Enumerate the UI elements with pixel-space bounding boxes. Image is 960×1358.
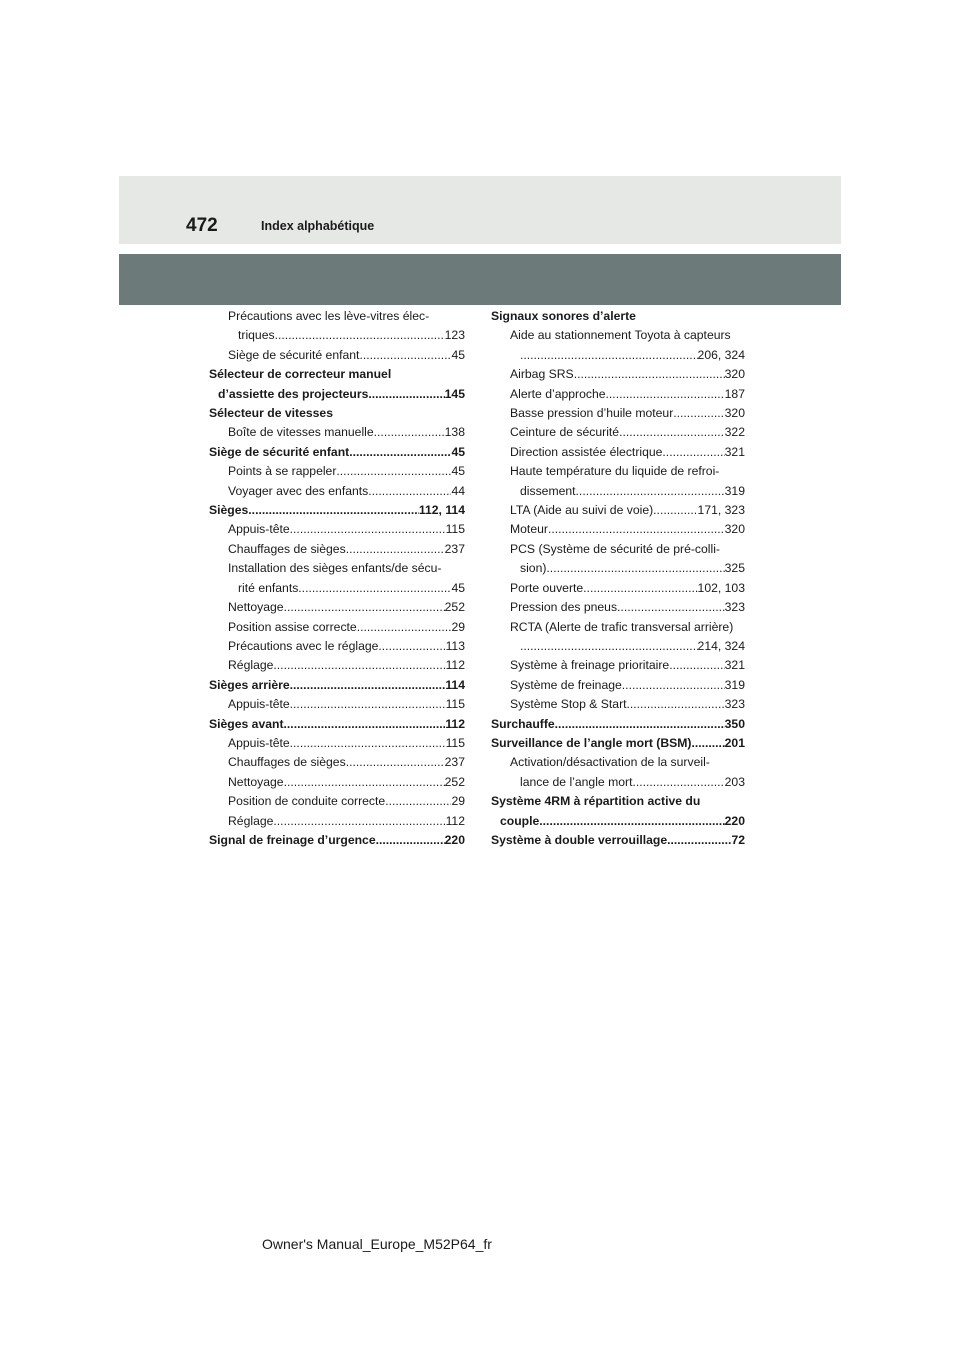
index-entry	[209, 715, 465, 734]
dot-leader	[520, 637, 698, 656]
index-entry-page: 252	[444, 774, 465, 789]
index-entry	[209, 326, 465, 345]
index-entry-page: 325	[724, 561, 745, 576]
dot-leader	[546, 559, 724, 578]
index-entry-page: 320	[724, 406, 745, 421]
dot-leader	[539, 812, 724, 831]
index-entry-page: 29	[451, 619, 465, 634]
index-entry-page: 323	[724, 697, 745, 712]
dot-leader	[667, 831, 731, 850]
index-entry-label: Appuis-tête	[228, 735, 290, 750]
index-entry	[491, 404, 745, 423]
index-entry	[209, 792, 465, 811]
index-entry	[491, 637, 745, 656]
section-title: Index alphabétique	[261, 219, 375, 233]
dot-leader	[357, 618, 452, 637]
index-entry	[491, 598, 745, 617]
index-entry-page: 320	[724, 367, 745, 382]
index-entry-page: 323	[724, 600, 745, 615]
index-entry-page: 321	[724, 658, 745, 673]
index-entry-page: 220	[444, 832, 465, 847]
footer-manual-id: Owner's Manual_Europe_M52P64_fr	[262, 1236, 492, 1252]
index-entry-page: 29	[451, 794, 465, 809]
index-entry-page: 322	[724, 425, 745, 440]
index-entry-label: Appuis-tête	[228, 522, 290, 537]
index-entry-label: Réglage	[228, 658, 274, 673]
index-column-left	[209, 307, 465, 850]
index-entry-page: 44	[451, 483, 465, 498]
index-entry-page: 171, 323	[697, 503, 745, 518]
index-entry-label: Précautions avec le réglage	[228, 638, 379, 653]
index-entry-label: Moteur	[510, 522, 548, 537]
index-entry	[491, 365, 745, 384]
index-entry	[209, 346, 465, 365]
index-entry	[209, 656, 465, 675]
index-entry	[209, 676, 465, 695]
dot-leader	[520, 346, 698, 365]
index-entry-label: Chauffages de sièges	[228, 755, 346, 770]
index-entry-label: Système à freinage prioritaire	[510, 658, 670, 673]
index-entry-label: LTA (Aide au suivi de voie)	[510, 503, 654, 518]
index-entry	[209, 423, 465, 442]
dot-leader	[627, 695, 725, 714]
dot-leader	[376, 831, 445, 850]
dot-leader	[349, 443, 451, 462]
index-entry-page: 319	[724, 677, 745, 692]
index-entry	[209, 540, 465, 559]
index-entry-page: 45	[451, 444, 465, 459]
index-entry-label: triques	[238, 328, 275, 343]
index-entry	[491, 695, 745, 714]
page-number: 472	[186, 215, 218, 236]
index-entry-text: Activation/désactivation de la surveil-	[510, 755, 710, 770]
index-entry-label: couple	[500, 813, 540, 828]
index-entry-page: 220	[724, 813, 745, 828]
index-entry-page: 112, 114	[418, 503, 465, 518]
dot-leader	[290, 520, 446, 539]
index-entry-label: sion)	[520, 561, 547, 576]
index-column-right	[491, 307, 745, 850]
index-entry-page: 145	[444, 386, 465, 401]
index-entry	[209, 753, 465, 772]
dot-leader	[632, 773, 724, 792]
index-entry-page: 203	[724, 774, 745, 789]
index-entry-label: Système Stop & Start	[510, 697, 627, 712]
index-entry-page: 115	[445, 735, 465, 750]
section-band	[119, 254, 841, 305]
index-entry	[491, 385, 745, 404]
dot-leader	[622, 676, 725, 695]
index-entry-label: Sièges avant	[209, 716, 284, 731]
index-entry	[491, 346, 745, 365]
index-entry-page: 115	[445, 697, 465, 712]
index-entry-text: PCS (Système de sécurité de pré-colli-	[510, 541, 720, 556]
index-entry-text: Installation des sièges enfants/de sécu-	[228, 561, 442, 576]
dot-leader	[368, 385, 444, 404]
index-entry-label: Chauffages de sièges	[228, 541, 346, 556]
index-entry-text: Sélecteur de correcteur manuel	[209, 367, 392, 382]
index-entry	[209, 520, 465, 539]
index-entry	[209, 637, 465, 656]
index-entry	[209, 443, 465, 462]
index-entry-label: rité enfants	[238, 580, 299, 595]
index-entry-page: 45	[451, 580, 465, 595]
index-entry-page: 320	[724, 522, 745, 537]
dot-leader	[284, 715, 446, 734]
index-entry	[491, 831, 745, 850]
index-entry-page: 319	[724, 483, 745, 498]
dot-leader	[336, 462, 451, 481]
index-entry-label: Appuis-tête	[228, 697, 290, 712]
dot-leader	[248, 501, 419, 520]
index-entry	[209, 482, 465, 501]
index-entry	[209, 812, 465, 831]
index-entry	[491, 482, 745, 501]
index-entry-page: 113	[445, 638, 465, 653]
index-entry-label: Siège de sécurité enfant	[228, 347, 360, 362]
dot-leader	[662, 443, 724, 462]
index-entry	[491, 579, 745, 598]
dot-leader	[548, 520, 725, 539]
index-entry	[491, 656, 745, 675]
index-entry	[209, 734, 465, 753]
dot-leader	[385, 792, 451, 811]
index-entry-label: Points à se rappeler	[228, 464, 337, 479]
index-entry	[209, 618, 465, 637]
index-entry-label: Système à double verrouillage	[491, 832, 668, 847]
index-entry-label: Airbag SRS	[510, 367, 574, 382]
index-entry-page: 115	[445, 522, 465, 537]
index-entry-label: Porte ouverte	[510, 580, 584, 595]
index-entry-page: 123	[444, 328, 465, 343]
index-entry-label: Pression des pneus	[510, 600, 618, 615]
index-entry-label: Sièges arrière	[209, 677, 290, 692]
index-entry-label: Signal de freinage d’urgence	[209, 832, 376, 847]
dot-leader	[290, 734, 446, 753]
dot-leader	[669, 656, 724, 675]
index-entry-page: 187	[724, 386, 745, 401]
index-entry	[209, 501, 465, 520]
dot-leader	[368, 482, 451, 501]
index-entry-page: 102, 103	[697, 580, 745, 595]
index-entry-page: 138	[444, 425, 465, 440]
index-entry-label: Siège de sécurité enfant	[209, 444, 350, 459]
index-entry-label: Réglage	[228, 813, 274, 828]
index-entry-page: 214, 324	[697, 638, 745, 653]
index-entry-page: 321	[724, 444, 745, 459]
index-entry-text: Haute température du liquide de refroi-	[510, 464, 720, 479]
index-entry-label: Boîte de vitesses manuelle	[228, 425, 374, 440]
index-entry-label: Nettoyage	[228, 600, 284, 615]
index-entry	[209, 695, 465, 714]
index-entry	[491, 773, 745, 792]
index-entry	[209, 831, 465, 850]
dot-leader	[673, 404, 724, 423]
index-entry-page: 45	[451, 464, 465, 479]
index-entry-text: Signaux sonores d’alerte	[491, 309, 636, 323]
dot-leader	[359, 346, 451, 365]
index-entry-text: Sélecteur de vitesses	[209, 406, 333, 421]
dot-leader	[574, 365, 725, 384]
index-entry	[491, 520, 745, 539]
dot-leader	[583, 579, 697, 598]
index-entry	[491, 715, 745, 734]
index-entry	[209, 462, 465, 481]
index-entry	[491, 443, 745, 462]
index-entry	[209, 579, 465, 598]
dot-leader	[606, 385, 725, 404]
dot-leader	[374, 423, 445, 442]
index-entry	[491, 559, 745, 578]
dot-leader	[284, 598, 445, 617]
index-entry	[491, 423, 745, 442]
index-entry-label: Basse pression d’huile moteur	[510, 406, 674, 421]
dot-leader	[298, 579, 451, 598]
index-entry-label: dissement	[520, 483, 576, 498]
index-entry-page: 201	[724, 735, 745, 750]
index-entry-page: 112	[445, 813, 465, 828]
index-entry-label: d’assiette des projecteurs	[218, 386, 369, 401]
index-entry-text: Aide au stationnement Toyota à capteurs	[510, 328, 731, 343]
dot-leader	[691, 734, 724, 753]
index-entry-page: 237	[444, 541, 465, 556]
index-entry-label: Position de conduite correcte	[228, 794, 386, 809]
dot-leader	[284, 773, 445, 792]
index-entry-label: Sièges	[209, 503, 249, 518]
index-entry-label: Nettoyage	[228, 774, 284, 789]
dot-leader	[273, 812, 445, 831]
index-entry-label: Surchauffe	[491, 716, 555, 731]
dot-leader	[378, 637, 445, 656]
index-entry	[209, 773, 465, 792]
dot-leader	[617, 598, 725, 617]
index-entry-page: 114	[445, 677, 465, 692]
index-entry-page: 252	[444, 600, 465, 615]
index-entry-label: Position assise correcte	[228, 619, 357, 634]
index-entry	[209, 385, 465, 404]
index-entry	[491, 734, 745, 753]
index-entry-page: 206, 324	[697, 347, 745, 362]
index-entry	[491, 676, 745, 695]
index-entry-page: 45	[451, 347, 465, 362]
index-entry-text: Précautions avec les lève-vitres élec-	[228, 309, 430, 323]
index-entry-page: 237	[444, 755, 465, 770]
dot-leader	[346, 540, 445, 559]
dot-leader	[555, 715, 725, 734]
index-entry-label: Surveillance de l’angle mort (BSM)	[491, 735, 692, 750]
index-entry	[491, 812, 745, 831]
index-entry-page: 350	[724, 716, 745, 731]
index-entry-text: RCTA (Alerte de trafic transversal arrière)	[510, 619, 734, 634]
index-entry-label: Voyager avec des enfants	[228, 483, 369, 498]
index-entry-label: Alerte d’approche	[510, 386, 606, 401]
index-entry-text: Système 4RM à répartition active du	[491, 794, 701, 809]
dot-leader	[653, 501, 697, 520]
dot-leader	[290, 676, 446, 695]
dot-leader	[576, 482, 725, 501]
index-entry-label: Ceinture de sécurité	[510, 425, 620, 440]
dot-leader	[346, 753, 445, 772]
index-entry-label: lance de l’angle mort	[520, 774, 633, 789]
dot-leader	[619, 423, 725, 442]
index-entry-page: 112	[445, 716, 465, 731]
index-entry-label: Système de freinage	[510, 677, 622, 692]
dot-leader	[275, 326, 445, 345]
index-entry	[491, 501, 745, 520]
header-band	[119, 176, 841, 244]
index-entry	[209, 598, 465, 617]
dot-leader	[290, 695, 446, 714]
index-entry-label: Direction assistée électrique	[510, 444, 663, 459]
dot-leader	[273, 656, 445, 675]
index-entry-page: 112	[445, 658, 465, 673]
index-entry-page: 72	[731, 832, 745, 847]
